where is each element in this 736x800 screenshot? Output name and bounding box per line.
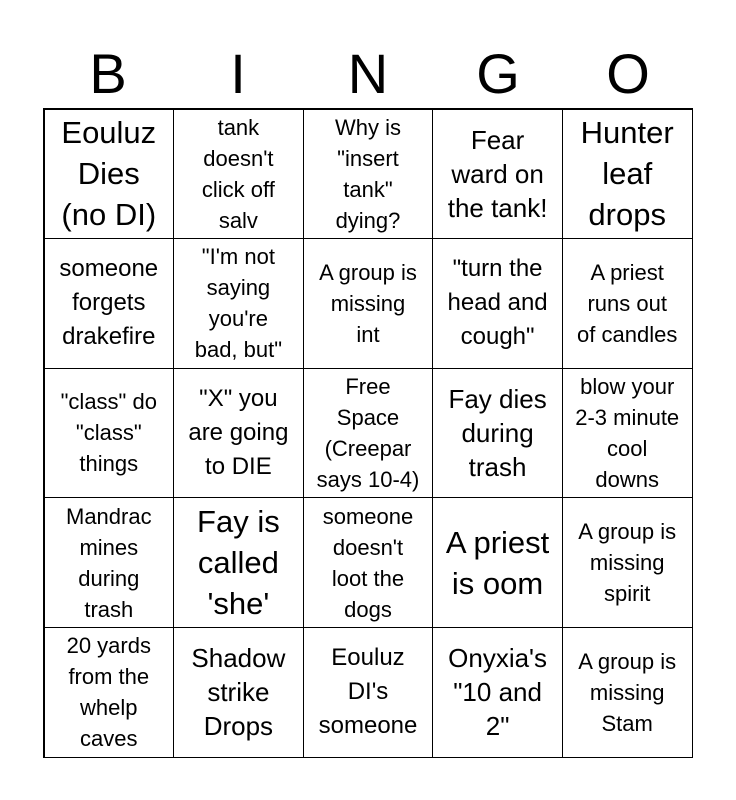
- bingo-cell[interactable]: [562, 497, 693, 628]
- bingo-cell[interactable]: [303, 627, 434, 758]
- bingo-cell[interactable]: [44, 627, 175, 758]
- bingo-cell-text: Mandrac mines during trash: [66, 503, 152, 622]
- bingo-cell[interactable]: [173, 238, 304, 369]
- bingo-cell-text: someone doesn't loot the dogs: [322, 503, 414, 622]
- bingo-cell-text: "I'm not saying you're bad, but": [194, 244, 283, 363]
- header-letter-g: G: [476, 42, 520, 105]
- bingo-cell-text: Fear ward on the tank!: [447, 124, 548, 223]
- bingo-cell-text: "X" you are going to DIE: [188, 384, 289, 480]
- header-letter-n: N: [347, 42, 389, 105]
- header-letter-b: B: [89, 42, 127, 105]
- bingo-cell-text: Onyxia's "10 and 2": [448, 643, 548, 742]
- bingo-cell[interactable]: [44, 238, 175, 369]
- bingo-cell[interactable]: [303, 497, 434, 628]
- bingo-cell-text: A priest is oom: [445, 524, 550, 601]
- bingo-cell[interactable]: [173, 109, 304, 240]
- bingo-cell-text: Fay dies during trash: [448, 383, 547, 482]
- bingo-cell[interactable]: [303, 368, 434, 499]
- bingo-header: [43, 40, 693, 108]
- bingo-cell-text: Eouluz DI's someone: [318, 644, 418, 740]
- bingo-cell-text: tank doesn't click off salv: [201, 114, 275, 233]
- bingo-cell-text: Why is "insert tank" dying?: [334, 114, 401, 233]
- bingo-cell[interactable]: [562, 238, 693, 369]
- bingo-cell[interactable]: [562, 627, 693, 758]
- bingo-cell[interactable]: [303, 109, 434, 240]
- bingo-cell[interactable]: [173, 497, 304, 628]
- header-letter-i: I: [230, 42, 246, 105]
- bingo-cell[interactable]: [432, 627, 563, 758]
- bingo-cell-text: Hunter leaf drops: [580, 115, 674, 233]
- bingo-cell[interactable]: [44, 368, 175, 499]
- bingo-cell-text: 20 yards from the whelp caves: [66, 633, 151, 752]
- bingo-cell[interactable]: [44, 109, 175, 240]
- bingo-cell[interactable]: [173, 368, 304, 499]
- bingo-cell-text: Eouluz Dies (no DI): [61, 115, 157, 233]
- bingo-cell[interactable]: [432, 109, 563, 240]
- bingo-cell[interactable]: [562, 109, 693, 240]
- bingo-cell-text: A group is missing int: [319, 259, 417, 347]
- bingo-cell-text: Fay is called 'she': [197, 504, 280, 622]
- bingo-cell-text: blow your 2-3 minute cool downs: [575, 373, 680, 492]
- bingo-card: [43, 108, 693, 758]
- bingo-cell[interactable]: [562, 368, 693, 499]
- bingo-cell-text: A group is missing spirit: [578, 519, 677, 607]
- bingo-cell-text: A priest runs out of candles: [577, 259, 678, 347]
- bingo-cell-text: "class" do "class" things: [60, 389, 157, 477]
- header-letter-o: O: [606, 42, 650, 105]
- bingo-cell-text: someone forgets drakefire: [59, 255, 159, 351]
- bingo-cell-text: Free Space (Creepar says 10-4): [316, 373, 420, 492]
- bingo-cell[interactable]: [303, 238, 434, 369]
- bingo-cell[interactable]: [432, 368, 563, 499]
- bingo-cell[interactable]: [44, 497, 175, 628]
- bingo-cell-text: "turn the head and cough": [447, 255, 548, 351]
- bingo-cell[interactable]: [432, 497, 563, 628]
- bingo-cell[interactable]: [173, 627, 304, 758]
- bingo-cell[interactable]: [432, 238, 563, 369]
- bingo-cell-text: Shadow strike Drops: [191, 643, 286, 742]
- bingo-cell-text: A group is missing Stam: [578, 648, 677, 736]
